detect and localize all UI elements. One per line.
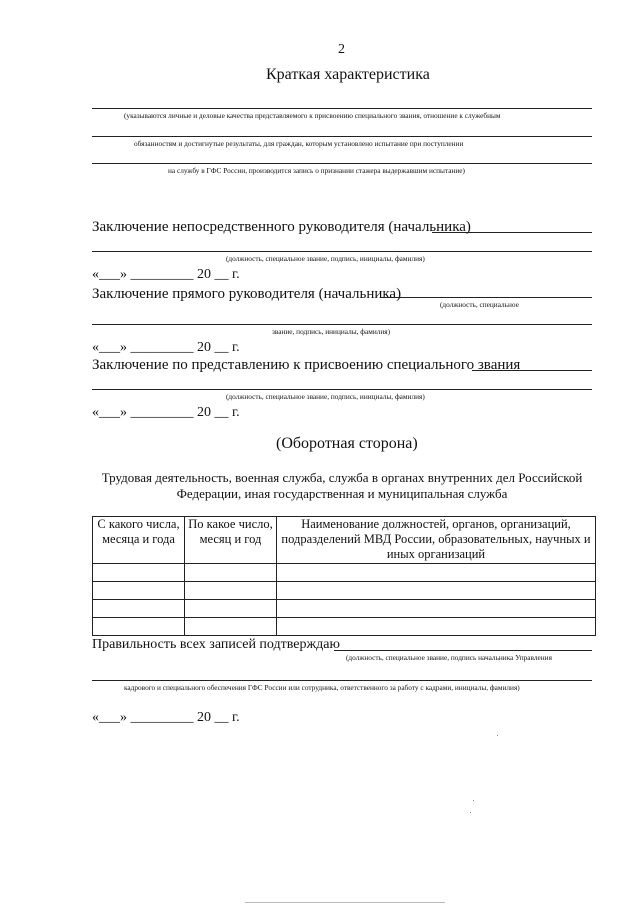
table-cell[interactable]	[93, 600, 185, 618]
table-cell[interactable]	[277, 582, 596, 600]
date-3[interactable]	[92, 405, 240, 421]
date-2-month[interactable]: _________	[130, 340, 194, 355]
rank-conclusion-sign-line[interactable]	[92, 389, 592, 390]
date-1-year: 20 __ г.	[197, 267, 240, 282]
table-cell[interactable]	[277, 618, 596, 636]
table-cell[interactable]	[277, 564, 596, 582]
scan-edge-line	[245, 902, 445, 903]
date-3-month[interactable]: _________	[130, 405, 194, 420]
activity-heading-1: Трудовая деятельность, военная служба, служба в органах внутренних дел Российской	[101, 470, 583, 485]
confirmation-hint-1: (должность, специальное звание, подпись начальника Управления	[346, 653, 552, 662]
characteristic-hint-3: на службу в ГФС России, производится запись о признании стажера выдержавшим испытание)	[168, 166, 465, 175]
table-cell[interactable]	[277, 600, 596, 618]
page-number: 2	[338, 42, 345, 57]
direct-supervisor-sign-line[interactable]	[92, 324, 592, 325]
direct-supervisor-line[interactable]	[380, 297, 592, 298]
date-4-month[interactable]: _________	[130, 710, 194, 725]
table-header-from: С какого числа, месяца и года	[93, 517, 185, 564]
characteristic-line-3[interactable]	[92, 163, 592, 164]
date-1-month[interactable]: _________	[130, 267, 194, 282]
direct-supervisor-hint: (должность, специальное	[440, 300, 519, 309]
confirmation-label: Правильность всех записей подтверждаю	[92, 637, 340, 652]
activity-heading-2: Федерации, иная государственная и муниципальная служба	[176, 486, 508, 501]
date-2-day[interactable]: «___»	[92, 340, 127, 355]
reverse-side-heading: (Оборотная сторона)	[276, 435, 418, 452]
table-row[interactable]	[93, 564, 596, 582]
employment-table	[92, 516, 596, 636]
confirmation-hint-2: кадрового и специального обеспечения ГФС России или сотрудника, ответственного за работу с кадрами, инициалы, фамилия)	[124, 683, 520, 692]
table-row[interactable]	[93, 600, 596, 618]
table-cell[interactable]	[185, 600, 277, 618]
table-cell[interactable]	[185, 582, 277, 600]
immediate-supervisor-label: Заключение непосредственного руководителя (начальника)	[92, 219, 471, 235]
immediate-supervisor-hint: (должность, специальное звание, подпись, инициалы, фамилия)	[226, 254, 425, 263]
table-row[interactable]	[93, 582, 596, 600]
scan-speck	[497, 735, 498, 736]
table-header-to: По какое число, месяц и год	[185, 517, 277, 564]
table-cell[interactable]	[185, 564, 277, 582]
rank-conclusion-label: Заключение по представлению к присвоению специального звания	[92, 357, 521, 373]
confirmation-line[interactable]	[334, 650, 592, 651]
confirmation-sign-line[interactable]	[92, 680, 592, 681]
table-header-row	[93, 517, 596, 564]
characteristic-hint-1: (указываются личные и деловые качества представляемого к присвоению специального звания, отношение к служебным	[124, 111, 501, 120]
date-4-year: 20 __ г.	[197, 710, 240, 725]
date-2[interactable]	[92, 340, 240, 356]
page-title: Краткая характеристика	[266, 66, 430, 83]
table-cell[interactable]	[185, 618, 277, 636]
characteristic-line-1[interactable]	[92, 108, 592, 109]
immediate-supervisor-line[interactable]	[432, 232, 592, 233]
rank-conclusion-hint: (должность, специальное звание, подпись, инициалы, фамилия)	[226, 392, 425, 401]
immediate-supervisor-sign-line[interactable]	[92, 251, 592, 252]
date-4-day[interactable]: «___»	[92, 710, 127, 725]
table-header-positions: Наименование должностей, органов, организаций, подразделений МВД России, образовательных, научных и иных организаций	[277, 517, 596, 564]
date-3-year: 20 __ г.	[197, 405, 240, 420]
direct-supervisor-hint-cont: звание, подпись, инициалы, фамилия)	[272, 327, 391, 336]
characteristic-hint-2: обязанностям и достигнутые результаты, для граждан, которым установлено испытание при поступлении	[134, 139, 464, 148]
table-row[interactable]	[93, 618, 596, 636]
date-3-day[interactable]: «___»	[92, 405, 127, 420]
table-cell[interactable]	[93, 618, 185, 636]
date-4[interactable]	[92, 710, 240, 726]
date-1[interactable]	[92, 267, 240, 283]
scan-speck	[473, 800, 474, 801]
date-2-year: 20 __ г.	[197, 340, 240, 355]
table-cell[interactable]	[93, 582, 185, 600]
date-1-day[interactable]: «___»	[92, 267, 127, 282]
scan-speck	[470, 812, 471, 813]
table-cell[interactable]	[93, 564, 185, 582]
direct-supervisor-label: Заключение прямого руководителя (начальника)	[92, 286, 402, 302]
rank-conclusion-line[interactable]	[472, 370, 592, 371]
characteristic-line-2[interactable]	[92, 136, 592, 137]
